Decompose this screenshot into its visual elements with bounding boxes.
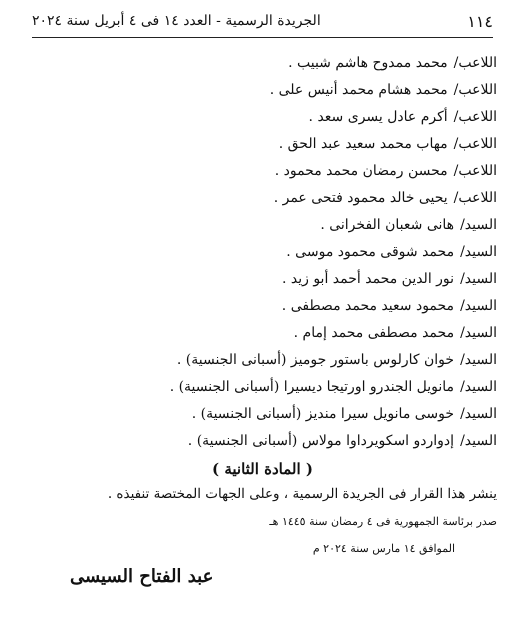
article-heading: ( المادة الثانية ) [212, 460, 313, 478]
entry-name: محمد مصطفى محمد إمام . [293, 325, 455, 341]
entry-title: السيد/ [460, 298, 497, 314]
list-item [40, 77, 497, 104]
list-item [40, 293, 497, 320]
entry-name: نور الدين محمد أحمد أبو زيد . [281, 271, 455, 287]
entry-name: يحيى خالد محمود فتحى عمر . [273, 190, 448, 206]
dated-text: الموافق ١٤ مارس سنة ٢٠٢٤ م [312, 542, 455, 555]
list-item [40, 320, 497, 347]
entry-title: السيد/ [460, 352, 497, 368]
entry-name: مانويل الجندرو اورتيجا ديسيرا (أسبانى الجنسية) . [169, 379, 455, 395]
entry-title: السيد/ [460, 325, 497, 341]
list-item [40, 185, 497, 212]
entry-name: محمد شوقى محمود موسى . [286, 244, 455, 260]
entry-name: أكرم عادل يسرى سعد . [308, 109, 448, 125]
entry-title: السيد/ [460, 217, 497, 233]
list-item [40, 158, 497, 185]
page-number: ١١٤ [467, 11, 493, 31]
list-item [40, 374, 497, 401]
entry-title: السيد/ [460, 379, 497, 395]
decree-text: ينشر هذا القرار فى الجريدة الرسمية ، وعلى الجهات المختصة تنفيذه . [107, 486, 497, 502]
entry-name: محمد هشام محمد أنيس على . [269, 82, 448, 98]
entry-name: خوان كارلوس باستور جوميز (أسبانى الجنسية) . [176, 352, 455, 368]
list-item [40, 50, 497, 77]
list-item [40, 239, 497, 266]
list-item [40, 266, 497, 293]
list-item [40, 428, 497, 455]
page-header [32, 10, 493, 32]
entry-title: اللاعب/ [453, 136, 497, 152]
entry-name: محسن رمضان محمد محمود . [274, 163, 448, 179]
entry-title: اللاعب/ [453, 55, 497, 71]
entry-title: السيد/ [460, 244, 497, 260]
entry-name: هانى شعبان الفخرانى . [320, 217, 455, 233]
entry-title: السيد/ [460, 271, 497, 287]
entry-title: السيد/ [460, 433, 497, 449]
entry-title: اللاعب/ [453, 109, 497, 125]
signature: عبد الفتاح السيسى [70, 566, 214, 587]
list-item [40, 131, 497, 158]
entry-name: محمود سعيد محمد مصطفى . [281, 298, 455, 314]
header-title: الجريدة الرسمية - العدد ١٤ فى ٤ أبريل سنة ٢٠٢٤ [32, 13, 321, 29]
entry-name: مهاب محمد سعيد عبد الحق . [278, 136, 448, 152]
list-item [40, 212, 497, 239]
header-rule [32, 37, 493, 38]
issued-text: صدر برئاسة الجمهورية فى ٤ رمضان سنة ١٤٤٥ هـ [269, 515, 497, 528]
entry-name: خوسى مانويل سيرا منديز (أسبانى الجنسية) . [191, 406, 455, 422]
entry-title: السيد/ [460, 406, 497, 422]
entry-title: اللاعب/ [453, 190, 497, 206]
list-item [40, 104, 497, 131]
entry-name: محمد ممدوح هاشم شبيب . [288, 55, 448, 71]
entry-name: إدواردو اسكويرداوا مولاس (أسبانى الجنسية) . [187, 433, 455, 449]
entry-title: اللاعب/ [453, 163, 497, 179]
list-item [40, 347, 497, 374]
list-item [40, 401, 497, 428]
names-list [40, 50, 497, 455]
entry-title: اللاعب/ [453, 82, 497, 98]
